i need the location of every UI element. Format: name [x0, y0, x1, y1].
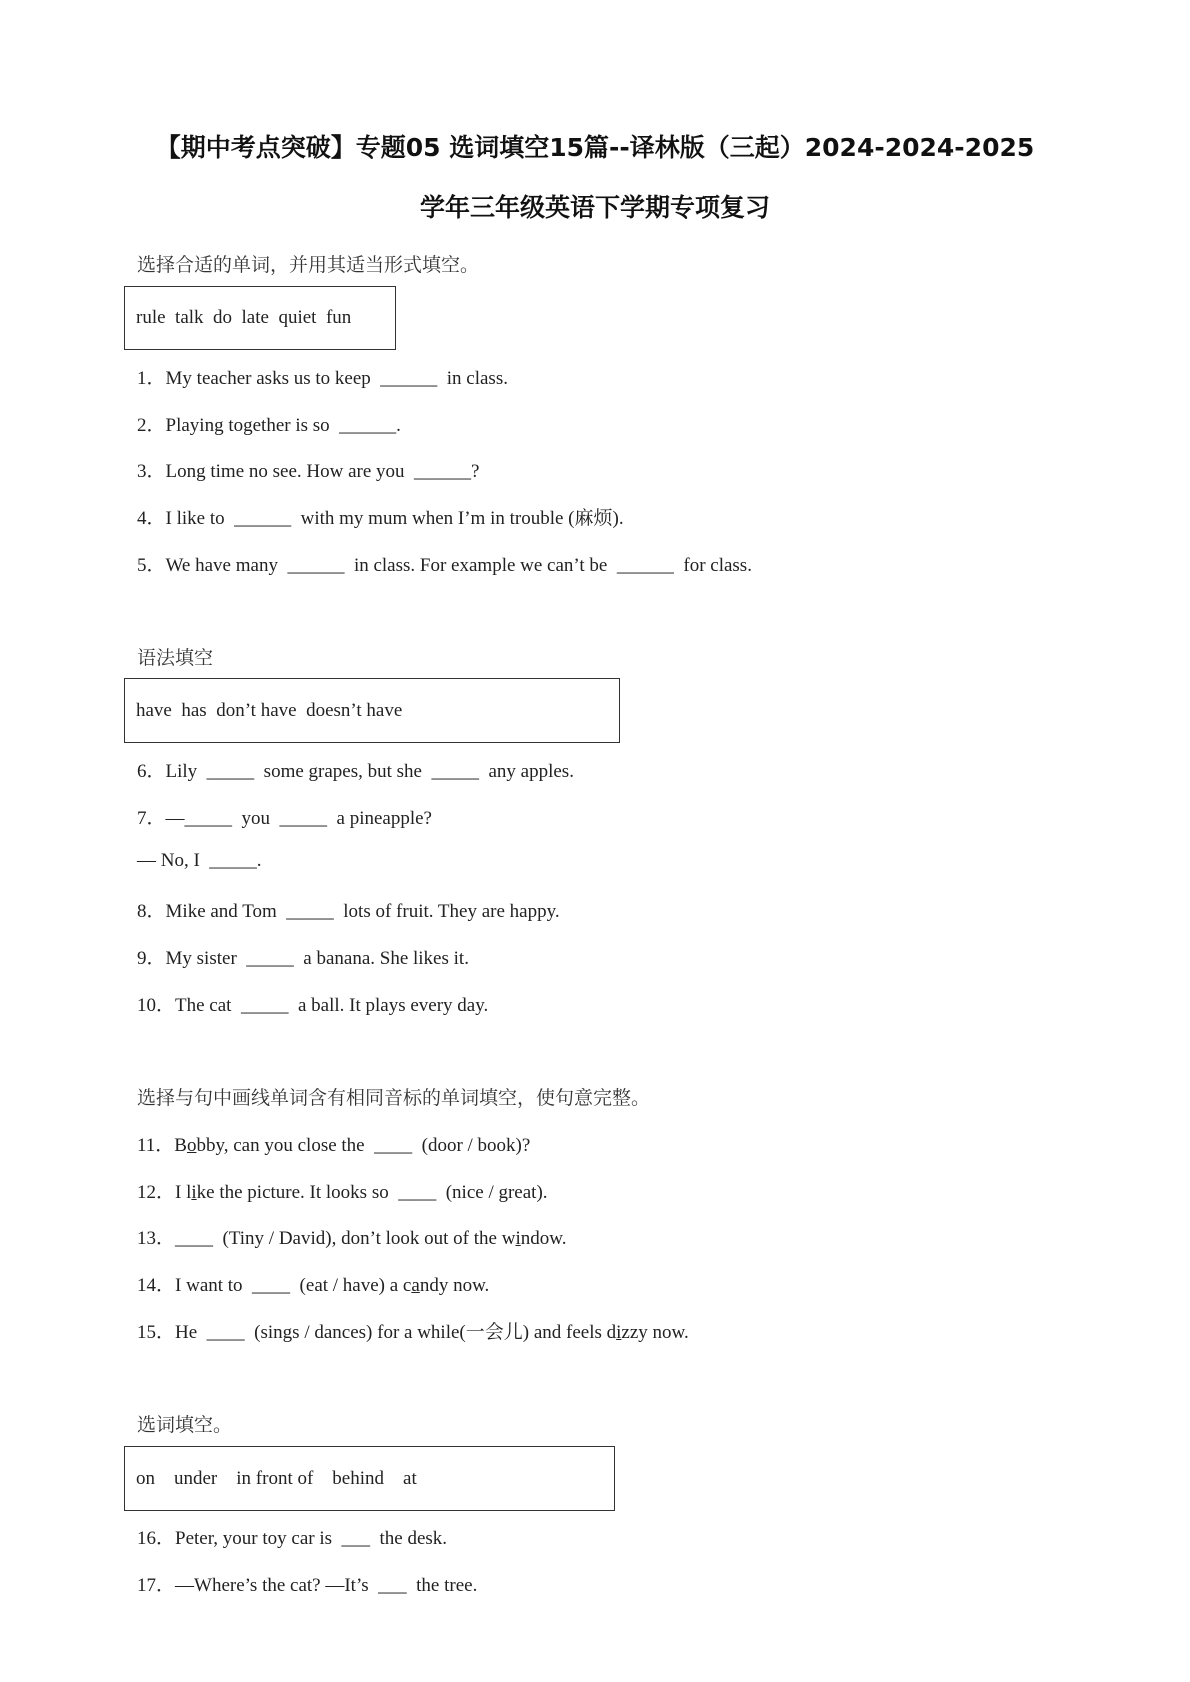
- section-1-instruction: 选择合适的单词，并用其适当形式填空。: [137, 254, 480, 276]
- question-6: 6．Lily _____ some grapes, but she _____ any apples.: [137, 761, 574, 782]
- section-4-word-box: on under in front of behind at: [124, 1446, 615, 1511]
- question-13: 13．____ (Tiny / David), don’t look out of the window.: [137, 1228, 567, 1249]
- question-10: 10．The cat _____ a ball. It plays every day.: [137, 995, 489, 1016]
- question-15: 15．He ____ (sings / dances) for a while(一会儿) and feels dizzy now.: [137, 1322, 689, 1343]
- question-7: 7．—_____ you _____ a pineapple?: [137, 808, 432, 829]
- question-2: 2．Playing together is so ______.: [137, 415, 401, 436]
- section-2-word-box: have has don’t have doesn’t have: [124, 678, 620, 743]
- question-17: 17．—Where’s the cat? —It’s ___ the tree.: [137, 1575, 478, 1596]
- question-7-answer-line: — No, I _____.: [137, 850, 262, 871]
- question-11: 11．Bobby, can you close the ____ (door / book)?: [137, 1135, 531, 1156]
- question-4: 4．I like to ______ with my mum when I’m in trouble (麻烦).: [137, 508, 624, 529]
- question-5: 5．We have many ______ in class. For example we can’t be ______ for class.: [137, 555, 752, 576]
- document-title-line-2: 学年三年级英语下学期专项复习: [419, 193, 770, 222]
- question-3: 3．Long time no see. How are you ______?: [137, 461, 480, 482]
- section-3-instruction: 选择与句中画线单词含有相同音标的单词填空，使句意完整。: [137, 1087, 651, 1109]
- question-9: 9．My sister _____ a banana. She likes it.: [137, 948, 469, 969]
- section-4-instruction: 选词填空。: [137, 1414, 233, 1436]
- document-title-line-1: 【期中考点突破】专题05 选词填空15篇--译林版（三起）2024-2024-2025: [155, 133, 1035, 162]
- section-1-word-box: rule talk do late quiet fun: [124, 286, 396, 350]
- question-14: 14．I want to ____ (eat / have) a candy now.: [137, 1275, 490, 1296]
- question-1: 1．My teacher asks us to keep ______ in class.: [137, 368, 508, 389]
- question-8: 8．Mike and Tom _____ lots of fruit. They are happy.: [137, 901, 560, 922]
- question-12: 12．I like the picture. It looks so ____ (nice / great).: [137, 1182, 548, 1203]
- question-16: 16．Peter, your toy car is ___ the desk.: [137, 1528, 448, 1549]
- section-2-instruction: 语法填空: [137, 647, 214, 669]
